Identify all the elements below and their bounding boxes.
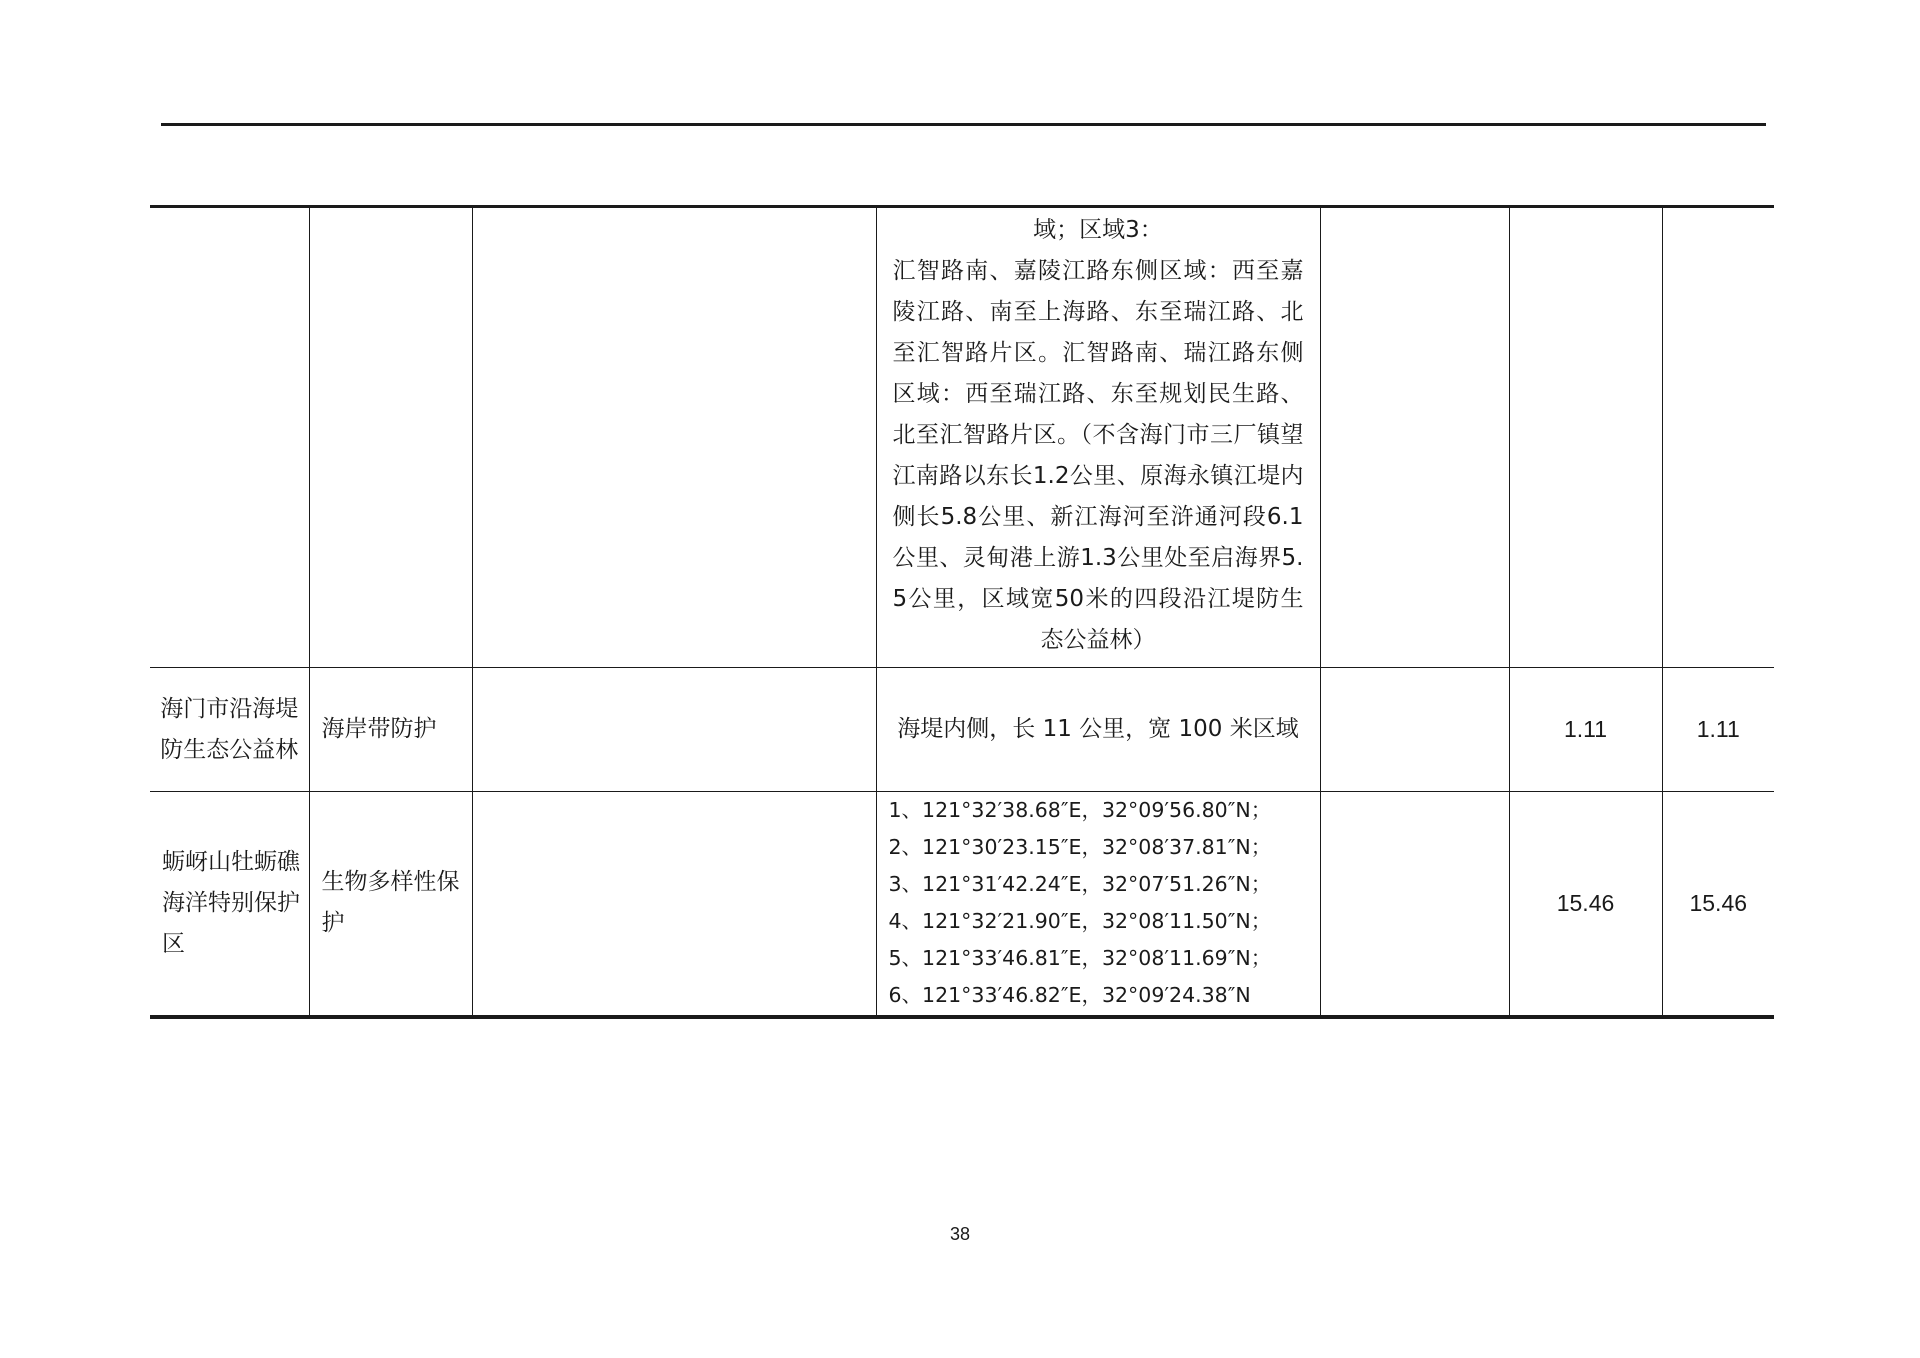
- description-heading: 域；区域3：: [1033, 217, 1163, 243]
- coordinate-item: 6、121°33′46.82″E，32°09′24.38″N: [888, 983, 1251, 1007]
- area-name-cell: 蛎岈山牡蛎礁海洋特别保护区: [150, 792, 309, 1017]
- coordinate-item: 1、121°32′38.68″E，32°09′56.80″N；: [888, 798, 1272, 822]
- area-value-cell: 15.46: [1509, 792, 1662, 1017]
- description-cell: [876, 207, 1320, 668]
- empty-cell: [1320, 792, 1509, 1017]
- function-cell: [309, 207, 472, 668]
- coordinate-item: 4、121°32′21.90″E，32°08′11.50″N；: [888, 909, 1272, 933]
- extra-cell: [472, 668, 876, 792]
- table-row: [150, 668, 1774, 792]
- table-row: [150, 207, 1774, 668]
- area-value-cell: 15.46: [1662, 792, 1774, 1017]
- area-value-cell: [1509, 207, 1662, 668]
- coordinate-item: 2、121°30′23.15″E，32°08′37.81″N；: [888, 835, 1272, 859]
- coordinate-item: 3、121°31′42.24″E，32°07′51.26″N；: [888, 872, 1272, 896]
- area-value-cell: [1662, 207, 1774, 668]
- area-name-cell: [150, 207, 309, 668]
- protected-area-table: [150, 205, 1774, 1019]
- function-cell: 海岸带防护: [309, 668, 472, 792]
- table-row: [150, 792, 1774, 1017]
- empty-cell: [1320, 207, 1509, 668]
- description-cell: 海堤内侧，长 11 公里，宽 100 米区域: [876, 668, 1320, 792]
- extra-cell: [472, 792, 876, 1017]
- area-value-cell: 1.11: [1509, 668, 1662, 792]
- area-value-cell: 1.11: [1662, 668, 1774, 792]
- page-number: 38: [949, 1224, 971, 1244]
- extra-cell: [472, 207, 876, 668]
- coordinates-cell: [876, 792, 1320, 1017]
- area-name-cell: 海门市沿海堤防生态公益林: [150, 668, 309, 792]
- coordinate-item: 5、121°33′46.81″E，32°08′11.69″N；: [888, 946, 1272, 970]
- function-cell: 生物多样性保护: [309, 792, 472, 1017]
- empty-cell: [1320, 668, 1509, 792]
- header-rule: [161, 123, 1766, 126]
- description-body: 汇智路南、嘉陵江路东侧区域：西至嘉陵江路、南至上海路、东至瑞江路、北至汇智路片区。汇智路南、瑞江路东侧区域：西至瑞江路、东至规划民生路、北至汇智路片区。（不含海门市三厂镇望江南路以东长1.2公里、原海永镇江堤内侧长5.8公里、新江海河至浒通河段6.1公里、灵甸港上游1.3公里处至启海界5.5公里，区域宽50米的四段沿江堤防生态公益林）: [892, 258, 1304, 653]
